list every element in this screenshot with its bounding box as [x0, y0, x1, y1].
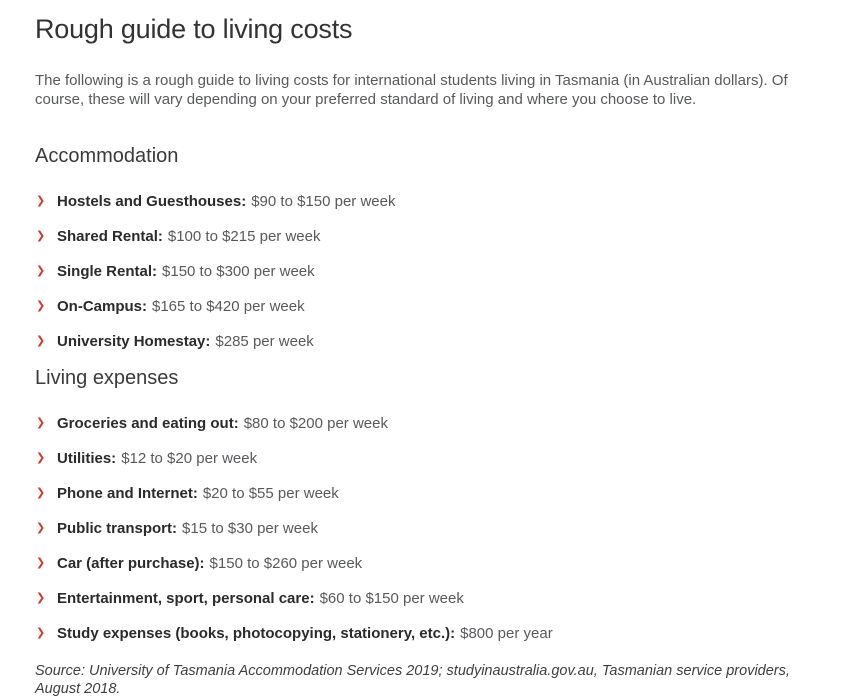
item-value: $12 to $20 per week: [121, 450, 258, 468]
living-costs-page: [35, 14, 827, 698]
accommodation-list: [35, 192, 827, 351]
chevron-right-icon: ❯: [36, 265, 46, 278]
list-item-entertainment-sport-personal-care: [35, 589, 827, 608]
living-expenses-heading: Living expenses: [35, 367, 179, 390]
chevron-right-icon: ❯: [36, 195, 46, 208]
list-item-on-campus: [35, 297, 827, 316]
source-note: Source: University of Tasmania Accommodation Services 2019; studyinaustralia.gov.au, Tasmanian service providers, August 2018.: [35, 663, 790, 698]
item-value: $150 to $300 per week: [162, 263, 315, 281]
item-label: Shared Rental:: [57, 228, 163, 246]
chevron-right-icon: ❯: [36, 452, 46, 465]
item-value: $800 per year: [460, 625, 553, 643]
item-label: University Homestay:: [57, 333, 211, 351]
item-label: Single Rental:: [57, 263, 158, 281]
chevron-right-icon: ❯: [36, 300, 46, 313]
chevron-right-icon: ❯: [36, 335, 46, 348]
item-label: Public transport:: [57, 520, 178, 538]
item-label: Groceries and eating out:: [57, 415, 239, 433]
item-value: $60 to $150 per week: [319, 590, 464, 608]
list-item-study-expenses: [35, 624, 827, 643]
item-value: $80 to $200 per week: [243, 415, 388, 433]
item-label: Car (after purchase):: [57, 555, 205, 573]
item-label: Entertainment, sport, personal care:: [57, 590, 315, 608]
list-item-phone-and-internet: [35, 484, 827, 503]
item-value: $20 to $55 per week: [202, 485, 339, 503]
list-item-car-after-purchase: [35, 554, 827, 573]
chevron-right-icon: ❯: [36, 557, 46, 570]
list-item-hostels-and-guesthouses: [35, 192, 827, 211]
list-item-utilities: [35, 449, 827, 468]
accommodation-heading: Accommodation: [35, 145, 179, 168]
section-living-expenses: [35, 367, 827, 643]
chevron-right-icon: ❯: [36, 487, 46, 500]
chevron-right-icon: ❯: [36, 522, 46, 535]
list-item-university-homestay: [35, 332, 827, 351]
item-value: $90 to $150 per week: [251, 193, 396, 211]
item-value: $165 to $420 per week: [152, 298, 305, 316]
chevron-right-icon: ❯: [36, 627, 46, 640]
item-label: On-Campus:: [57, 298, 147, 316]
item-value: $100 to $215 per week: [167, 228, 321, 246]
chevron-right-icon: ❯: [36, 230, 46, 243]
list-item-public-transport: [35, 519, 827, 538]
list-item-single-rental: [35, 262, 827, 281]
page-title: Rough guide to living costs: [35, 14, 353, 44]
chevron-right-icon: ❯: [36, 417, 46, 430]
list-item-groceries: [35, 414, 827, 433]
living-expenses-list: [35, 414, 827, 643]
item-label: Phone and Internet:: [57, 485, 198, 503]
list-item-shared-rental: [35, 227, 827, 246]
item-value: $285 per week: [215, 333, 314, 351]
item-value: $150 to $260 per week: [209, 555, 363, 573]
intro-paragraph: The following is a rough guide to living costs for international students living in Tasmania (in Australian dollars). Of course, these will vary depending on your preferred standard of living and where you choose to live.: [35, 72, 788, 109]
item-value: $15 to $30 per week: [182, 520, 318, 538]
item-label: Hostels and Guesthouses:: [57, 193, 247, 211]
item-label: Utilities:: [57, 450, 117, 468]
section-accommodation: [35, 145, 827, 351]
chevron-right-icon: ❯: [36, 592, 46, 605]
item-label: Study expenses (books, photocopying, stationery, etc.):: [57, 625, 456, 643]
